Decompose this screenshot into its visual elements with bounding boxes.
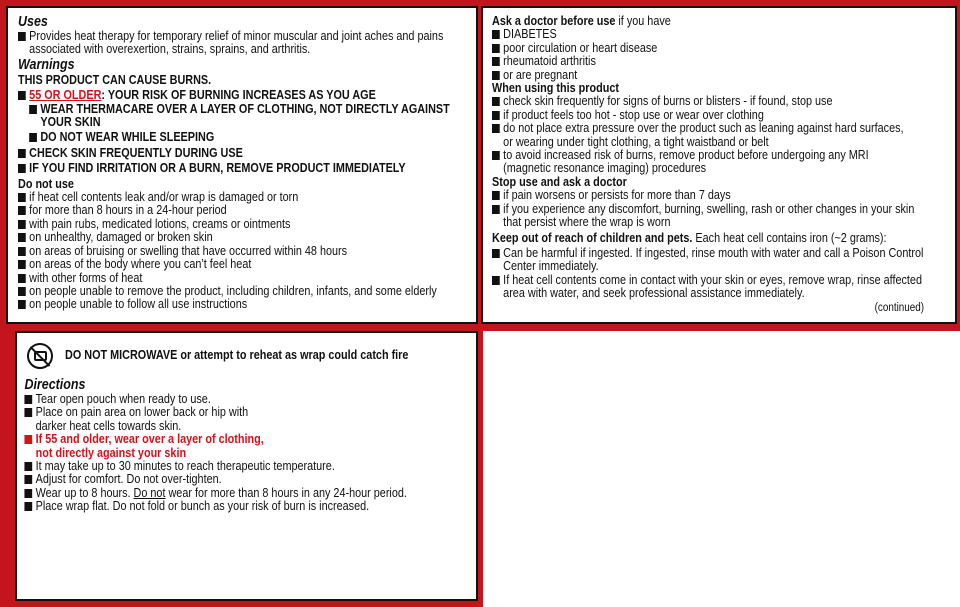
bullet-icon (492, 124, 500, 133)
directions-heading: Directions (24, 377, 86, 393)
list-item: on people unable to follow all use instructions (18, 298, 475, 311)
when-using-heading: When using this product (492, 81, 619, 96)
ask-doctor-panel (481, 6, 957, 324)
bullet-icon (18, 193, 26, 202)
bullet-icon (492, 30, 500, 39)
bullet-icon (18, 164, 26, 173)
list-item: if product feels too hot - stop use or wear over clothing (492, 109, 950, 122)
bullet-icon (18, 91, 26, 100)
bullet-icon (18, 260, 26, 269)
bullet-icon (29, 105, 37, 114)
bullet-icon (24, 475, 32, 484)
irritation-warning: IF YOU FIND IRRITATION OR A BURN, REMOVE PRODUCT IMMEDIATELY (18, 162, 475, 175)
list-item: if heat cell contents leak and/or wrap is damaged or torn (18, 191, 475, 204)
uses-item: Provides heat therapy for temporary relief of minor muscular and joint aches and pains associated with overexertion, strains, sprains, and arthritis. (18, 30, 475, 57)
bullet-icon (492, 97, 500, 106)
microwave-text: DO NOT MICROWAVE or attempt to reheat as wrap could catch fire (65, 348, 409, 363)
list-item: on areas of the body where you can’t feel heat (18, 258, 475, 271)
keep-out-heading: Keep out of reach of children and pets. Each heat cell contains iron (~2 grams): (492, 230, 887, 245)
warnings-heading: Warnings (18, 56, 75, 73)
do-not-use-list (18, 191, 475, 312)
bullet-icon (24, 489, 32, 498)
list-item: for more than 8 hours in a 24-hour period (18, 204, 475, 217)
bullet-icon (492, 276, 500, 285)
no-microwave-icon (27, 343, 53, 369)
list-item: Place on pain area on lower back or hip with darker heat cells towards skin. (24, 406, 474, 433)
microwave-warning (21, 343, 476, 369)
list-item: with pain rubs, medicated lotions, creams or ointments (18, 218, 475, 231)
bullet-icon (24, 395, 32, 404)
ask-doctor-heading: Ask a doctor before use if you have (492, 14, 671, 28)
list-item: or are pregnant (492, 69, 950, 82)
check-warning: CHECK SKIN FREQUENTLY DURING USE (18, 147, 475, 160)
wear-warning: WEAR THERMACARE OVER A LAYER OF CLOTHING, NOT DIRECTLY AGAINST YOUR SKIN (18, 103, 475, 130)
bullet-icon (24, 435, 32, 444)
bullet-icon (24, 502, 32, 511)
list-item: on unhealthy, damaged or broken skin (18, 231, 475, 244)
bullet-icon (492, 111, 500, 120)
age-warning: 55 OR OLDER: YOUR RISK OF BURNING INCREASES AS YOU AGE (18, 89, 475, 102)
list-item: Adjust for comfort. Do not over-tighten. (24, 473, 474, 486)
bullet-icon (18, 300, 26, 309)
bullet-icon (492, 44, 500, 53)
age-link[interactable]: 55 OR OLDER (29, 88, 102, 103)
bullet-icon (492, 249, 500, 258)
bullet-icon (492, 151, 500, 160)
stop-use-heading: Stop use and ask a doctor (492, 174, 627, 189)
list-item: do not place extra pressure over the product such as leaning against hard surfaces, or wearing under tight clothing, a tight waistband or belt (492, 122, 950, 149)
list-item: Can be harmful if ingested. If ingested, rinse mouth with water and call a Poison Control Center immediately. (492, 247, 950, 274)
bullet-icon (492, 191, 500, 200)
uses-heading: Uses (18, 14, 48, 30)
bullet-icon (29, 133, 37, 142)
sleep-warning: DO NOT WEAR WHILE SLEEPING (18, 131, 475, 144)
list-item: It may take up to 30 minutes to reach therapeutic temperature. (24, 460, 474, 473)
list-item: on areas of bruising or swelling that have occurred within 48 hours (18, 245, 475, 258)
bullet-icon (18, 274, 26, 283)
do-not-use-heading: Do not use (18, 176, 74, 191)
burns-warning: THIS PRODUCT CAN CAUSE BURNS. (18, 72, 212, 87)
bullet-icon (24, 408, 32, 417)
bullet-icon (24, 462, 32, 471)
list-item: poor circulation or heart disease (492, 42, 950, 55)
bullet-icon (18, 220, 26, 229)
bullet-icon (18, 287, 26, 296)
bullet-icon (18, 206, 26, 215)
list-item: with other forms of heat (18, 272, 475, 285)
blank-area (483, 331, 960, 607)
continued-note: (continued) (874, 301, 925, 314)
bullet-icon (492, 71, 500, 80)
bullet-icon (18, 32, 26, 41)
list-item: Wear up to 8 hours. Do not wear for more than 8 hours in any 24-hour period. (24, 487, 474, 500)
list-item: to avoid increased risk of burns, remove product before undergoing any MRI (magnetic resonance imaging) procedures (492, 149, 950, 176)
list-item: on people unable to remove the product, including children, infants, and some elderly (18, 285, 475, 298)
list-item: if pain worsens or persists for more than 7 days (492, 189, 950, 202)
list-item: check skin frequently for signs of burns or blisters - if found, stop use (492, 95, 950, 108)
list-item: Place wrap flat. Do not fold or bunch as your risk of burn is increased. (24, 500, 474, 513)
bullet-icon (18, 233, 26, 242)
list-item: Tear open pouch when ready to use. (24, 393, 474, 406)
uses-warnings-panel (6, 6, 478, 324)
bullet-icon (18, 247, 26, 256)
list-item: If heat cell contents come in contact with your skin or eyes, remove wrap, rinse affected area with water, and seek professional assistance immediately. (492, 274, 950, 301)
list-item: If 55 and older, wear over a layer of clothing, not directly against your skin (24, 433, 474, 460)
list-item: if you experience any discomfort, burning, swelling, rash or other changes in your skin that persist where the wrap is worn (492, 203, 950, 230)
list-item: rheumatoid arthritis (492, 55, 950, 68)
bullet-icon (18, 149, 26, 158)
directions-panel (15, 331, 478, 601)
bullet-icon (492, 205, 500, 214)
list-item: DIABETES (492, 28, 950, 41)
bullet-icon (492, 57, 500, 66)
